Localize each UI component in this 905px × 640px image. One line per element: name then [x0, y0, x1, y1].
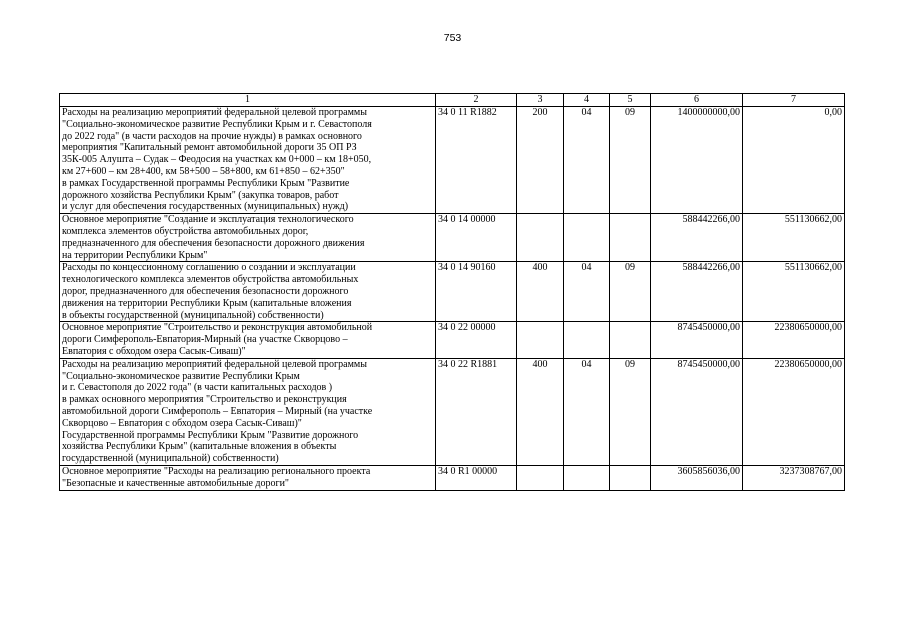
- table-row: [60, 465, 845, 490]
- expense-type: 200: [517, 107, 564, 214]
- subsection: [610, 214, 651, 262]
- section: 04: [564, 107, 610, 214]
- column-header: 5: [610, 94, 651, 107]
- subsection: 09: [610, 107, 651, 214]
- budget-code: 34 0 14 00000: [436, 214, 517, 262]
- column-header: 7: [743, 94, 845, 107]
- section: 04: [564, 262, 610, 322]
- budget-code: 34 0 22 00000: [436, 322, 517, 358]
- amount-col6: 8745450000,00: [651, 358, 743, 465]
- subsection: [610, 465, 651, 490]
- amount-col7: 22380650000,00: [743, 358, 845, 465]
- budget-code: 34 0 11 R1882: [436, 107, 517, 214]
- row-description: Основное мероприятие "Создание и эксплуатация технологического комплекса элементов обустройства автомобильных дорог, предназначенного для обеспечения безопасности дорожного движения на территории Республики Крым": [60, 214, 436, 262]
- column-header: 4: [564, 94, 610, 107]
- budget-table: [59, 93, 845, 491]
- amount-col6: 3605856036,00: [651, 465, 743, 490]
- section: [564, 214, 610, 262]
- section: 04: [564, 358, 610, 465]
- row-description: Основное мероприятие "Расходы на реализацию регионального проекта "Безопасные и качественные автомобильные дороги": [60, 465, 436, 490]
- amount-col7: 3237308767,00: [743, 465, 845, 490]
- table-row: [60, 262, 845, 322]
- row-description: Расходы на реализацию мероприятий федеральной целевой программы "Социально-экономическое развитие Республики Крым и г. Севастополя до 2022 года" (в части расходов на прочие нужды) в рамках основного мероприятия "Капитальный ремонт автомобильной дороги 35 ОП РЗ 35К-005 Алушта – Судак – Феодосия на участках км 0+000 – км 18+050, км 27+600 – км 28+400, км 58+500 – 58+800, км 61+850 – 62+350" в рамках Государственной программы Республики Крым "Развитие дорожного хозяйства Республики Крым" (закупка товаров, работ и услуг для обеспечения государственных (муниципальных) нужд): [60, 107, 436, 214]
- amount-col7: 22380650000,00: [743, 322, 845, 358]
- subsection: 09: [610, 358, 651, 465]
- subsection: 09: [610, 262, 651, 322]
- amount-col6: 8745450000,00: [651, 322, 743, 358]
- expense-type: [517, 322, 564, 358]
- expense-type: [517, 214, 564, 262]
- amount-col7: 551130662,00: [743, 262, 845, 322]
- subsection: [610, 322, 651, 358]
- row-description: Основное мероприятие "Строительство и реконструкция автомобильной дороги Симферополь-Евпатория-Мирный (на участке Скворцово – Евпатория с обходом озера Сасык-Сиваш)": [60, 322, 436, 358]
- table-row: [60, 214, 845, 262]
- amount-col6: 1400000000,00: [651, 107, 743, 214]
- expense-type: 400: [517, 358, 564, 465]
- row-description: Расходы на реализацию мероприятий федеральной целевой программы "Социально-экономическое развитие Республики Крым и г. Севастополя до 2022 года" (в части капитальных расходов ) в рамках основного мероприятия "Строительство и реконструкция автомобильной дороги Симферополь – Евпатория – Мирный (на участке Скворцово – Евпатория с обходом озера Сасык-Сиваш)" Государственной программы Республики Крым "Развитие дорожного хозяйства Республики Крым" (капитальные вложения в объекты государственной (муниципальной) собственности): [60, 358, 436, 465]
- page-number: 753: [443, 32, 462, 44]
- column-header: 2: [436, 94, 517, 107]
- budget-code: 34 0 R1 00000: [436, 465, 517, 490]
- table-header-row: [60, 94, 845, 107]
- table-row: [60, 358, 845, 465]
- amount-col6: 588442266,00: [651, 262, 743, 322]
- table-row: [60, 322, 845, 358]
- column-header: 6: [651, 94, 743, 107]
- column-header: 1: [60, 94, 436, 107]
- section: [564, 322, 610, 358]
- expense-type: 400: [517, 262, 564, 322]
- table-row: [60, 107, 845, 214]
- budget-code: 34 0 14 90160: [436, 262, 517, 322]
- section: [564, 465, 610, 490]
- budget-code: 34 0 22 R1881: [436, 358, 517, 465]
- row-description: Расходы по концессионному соглашению о создании и эксплуатации технологического комплекса элементов обустройства автомобильных дорог, предназначенного для обеспечения безопасности дорожного движения на территории Республики Крым (капитальные вложения в объекты государственной (муниципальной) собственности): [60, 262, 436, 322]
- expense-type: [517, 465, 564, 490]
- amount-col6: 588442266,00: [651, 214, 743, 262]
- amount-col7: 551130662,00: [743, 214, 845, 262]
- column-header: 3: [517, 94, 564, 107]
- amount-col7: 0,00: [743, 107, 845, 214]
